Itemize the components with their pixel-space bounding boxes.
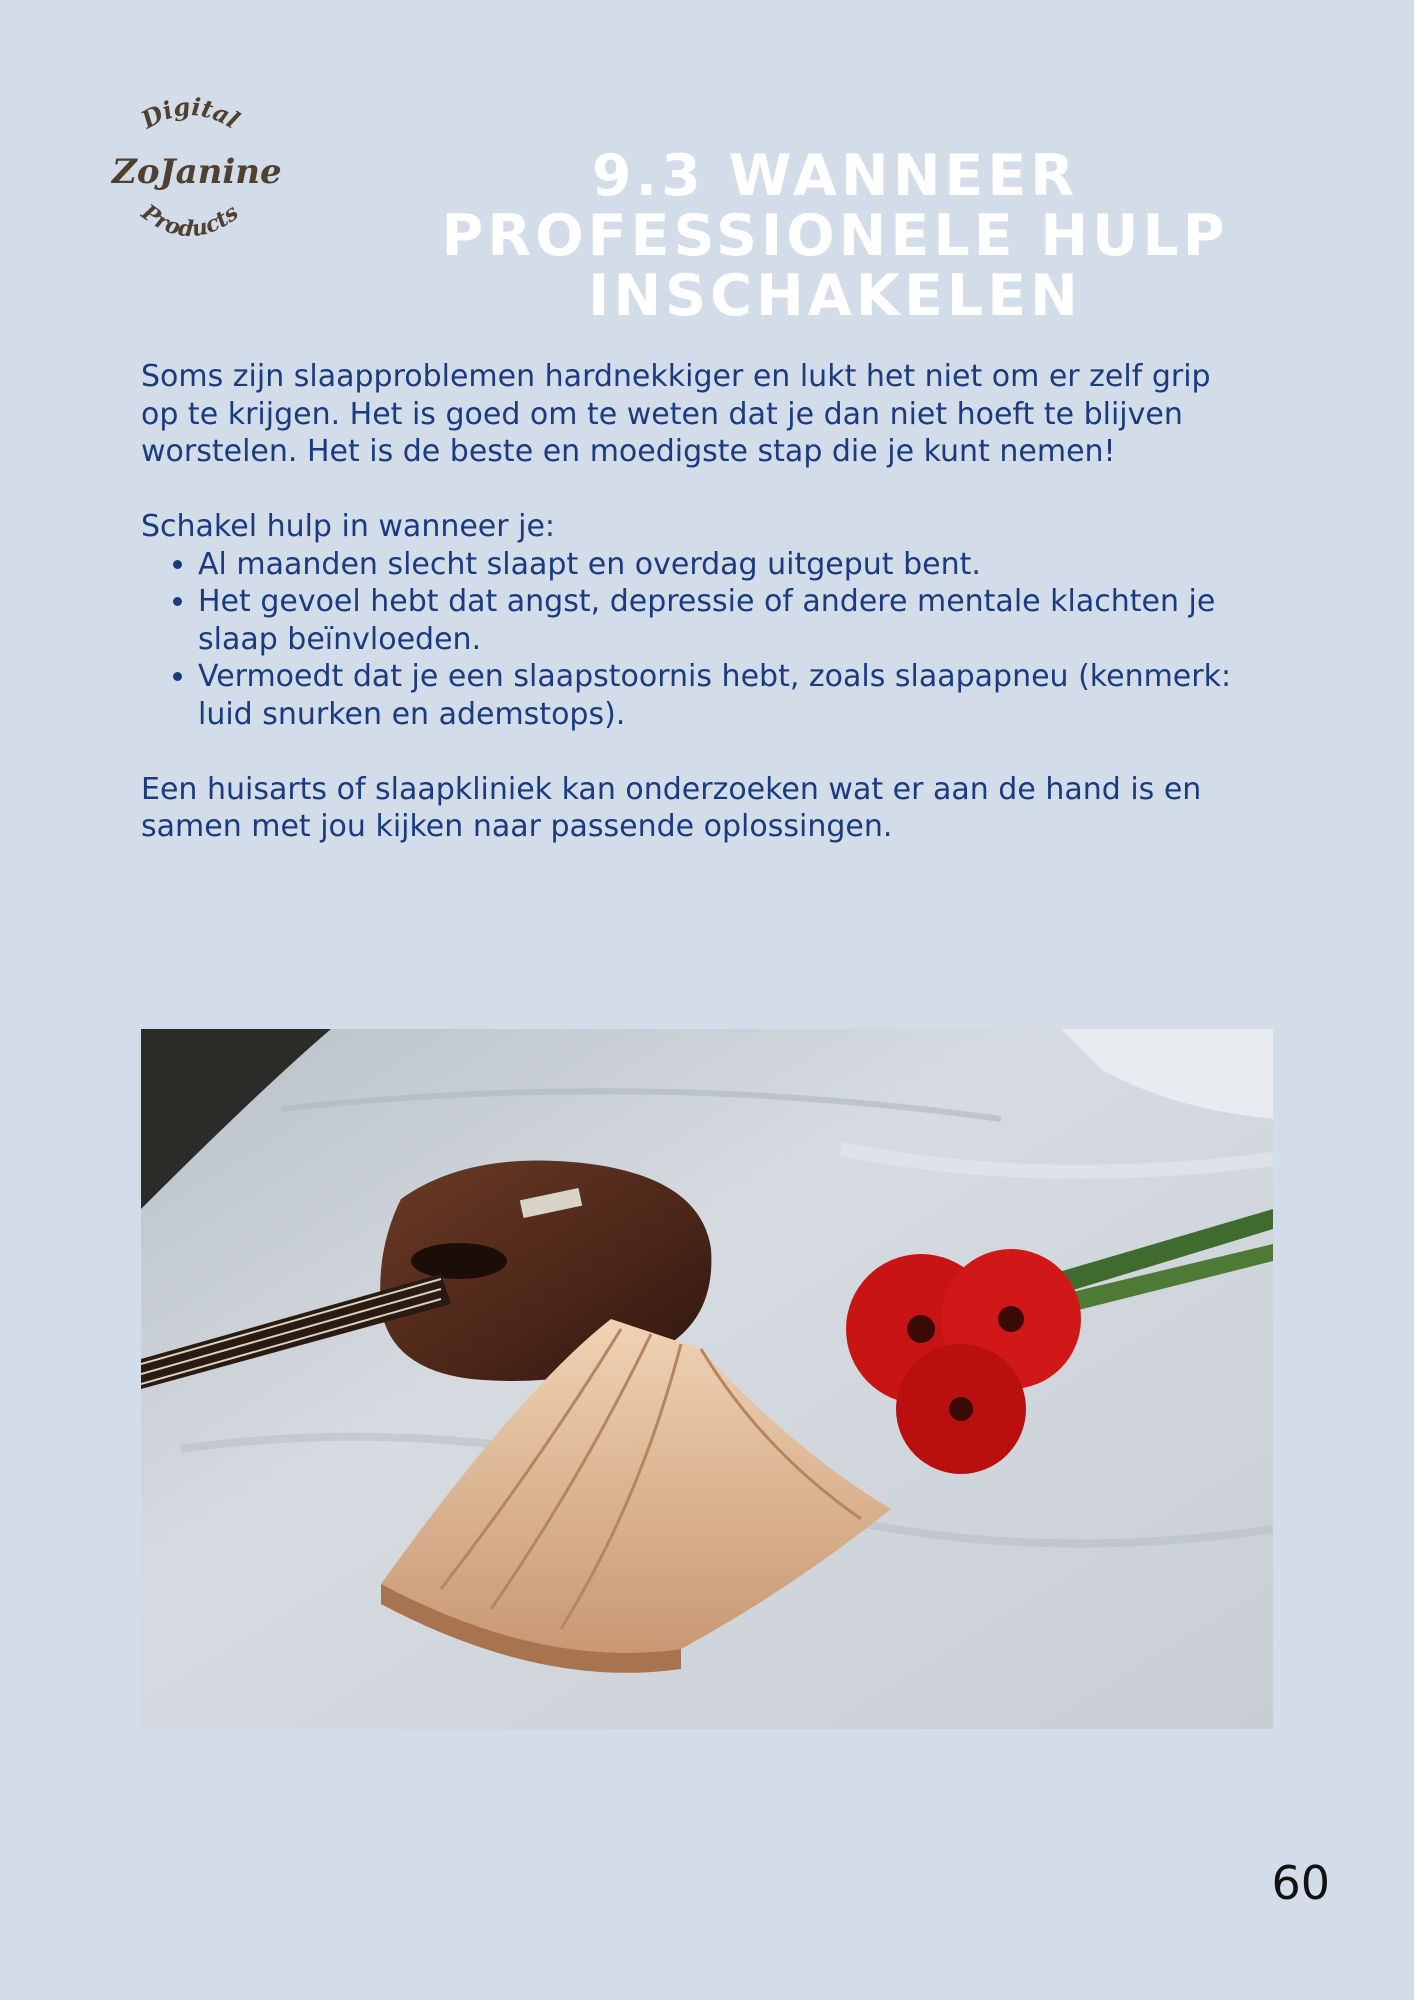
intro-paragraph <box>141 358 1271 471</box>
closing-line: Een huisarts of slaapkliniek kan onderzoeken wat er aan de hand is en <box>141 771 1202 807</box>
page-number: 60 <box>1271 1856 1330 1910</box>
svg-text:Products <box>136 199 244 243</box>
list-item: • Het gevoel hebt dat angst, depressie of andere mentale klachten je slaap beïnvloeden. <box>198 583 1271 658</box>
logo-bottom-text: Products <box>136 199 244 243</box>
title-line-2: PROFESSIONELE HULP <box>441 203 1229 269</box>
intro-line: op te krijgen. Het is goed om te weten dat je dan niet hoeft te blijven <box>141 396 1183 432</box>
closing-line: samen met jou kijken naar passende oplossingen. <box>141 809 893 844</box>
page-title <box>440 143 1230 329</box>
intro-line: Soms zijn slaapproblemen hardnekkiger en lukt het niet om er zelf grip <box>141 359 1211 394</box>
title-line-3: INSCHAKELEN <box>588 263 1082 329</box>
book-guitar-flowers-photo <box>141 1029 1273 1729</box>
logo-brand-text: ZoJanine <box>112 152 282 192</box>
svg-text:Digital <box>135 92 244 135</box>
list-heading: Schakel hulp in wanneer je: <box>141 509 556 544</box>
brand-logo <box>112 92 282 262</box>
body-text <box>141 358 1271 846</box>
help-criteria-list <box>141 546 1271 734</box>
closing-paragraph <box>141 771 1271 846</box>
list-item: • Al maanden slecht slaapt en overdag uitgeput bent. <box>198 546 1271 584</box>
logo-top-text: Digital <box>136 92 245 135</box>
list-item: • Vermoedt dat je een slaapstoornis hebt, zoals slaapapneu (kenmerk: luid snurken en ademstops). <box>198 658 1271 733</box>
intro-line: worstelen. Het is de beste en moedigste stap die je kunt nemen! <box>141 434 1116 469</box>
title-line-1: 9.3 WANNEER <box>591 143 1079 209</box>
